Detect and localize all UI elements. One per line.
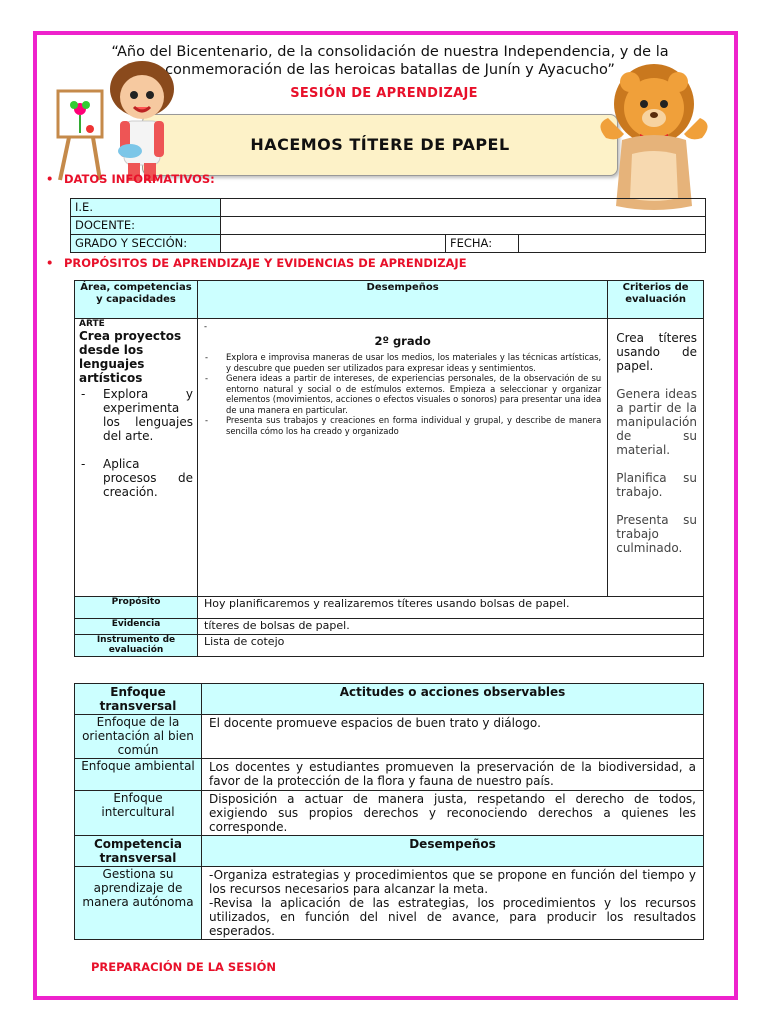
girl-painter-icon: [50, 55, 180, 185]
col-criterios-header: Criterios de evaluación: [608, 281, 704, 319]
area-name: ARTE: [79, 319, 105, 329]
instrumento-label: Instrumento de evaluación: [75, 635, 198, 657]
enfoque-value: Disposición a actuar de manera justa, respetando el derecho de todos, exigiendo sus propios derechos y reconociendo derechos a quienes les corresponde.: [202, 791, 704, 836]
list-item: - Aplica procesos de creación.: [79, 457, 193, 499]
enfoque-label: Enfoque de la orientación al bien común: [75, 715, 202, 759]
docente-label: DOCENTE:: [71, 217, 221, 235]
session-title: SESIÓN DE APRENDIZAJE: [290, 86, 478, 101]
datos-heading: • DATOS INFORMATIVOS:: [46, 172, 215, 186]
col-enfoque-header: Enfoque transversal: [75, 684, 202, 715]
competencia-text: Crea proyectos desde los lenguajes artísticos: [79, 329, 182, 385]
col-desempenos-header: Desempeños: [202, 836, 704, 867]
enfoques-table: [74, 683, 704, 940]
enfoque-value: Los docentes y estudiantes promueven la preservación de la biodiversidad, a favor de la protección de la flora y fauna de nuestro país.: [202, 759, 704, 791]
enfoque-value: El docente promueve espacios de buen trato y diálogo.: [202, 715, 704, 759]
lion-puppet-icon: [588, 64, 728, 214]
enfoque-label: Enfoque intercultural: [75, 791, 202, 836]
desempenos-cell: [198, 319, 608, 597]
criterios-cell: [608, 319, 704, 597]
fecha-value[interactable]: [519, 235, 706, 253]
main-title-box: [142, 114, 618, 176]
docente-value[interactable]: [221, 217, 706, 235]
area-cell: [75, 319, 198, 597]
proposito-label: Propósito: [75, 597, 198, 619]
competencia-line: -Revisa la aplicación de las estrategias, los procedimientos y los recursos utilizados, en función del nivel de avance, para producir los resultados esperados.: [209, 896, 696, 938]
competencia-label: Gestiona su aprendizaje de manera autónoma: [75, 867, 202, 940]
desempeno-dash: -: [204, 321, 208, 331]
preparacion-heading: PREPARACIÓN DE LA SESIÓN: [91, 960, 277, 974]
year-heading: “Año del Bicentenario, de la consolidación de nuestra Independencia, y de la conmemoración de las heroicas batallas de Junín y Ayacucho”: [111, 44, 669, 78]
propositos-table: [74, 280, 704, 657]
evidencia-value: títeres de bolsas de papel.: [198, 619, 704, 635]
evidencia-label: Evidencia: [75, 619, 198, 635]
datos-table: [70, 198, 706, 253]
list-item: - Explora e improvisa maneras de usar los medios, los materiales y las técnicas artísticas, y descubre que pueden ser utilizados para expresar ideas y sentimientos.: [204, 352, 601, 373]
grado-label: GRADO Y SECCIÓN:: [71, 235, 221, 253]
criterio-item: Genera ideas a partir de la manipulación de su material.: [616, 387, 697, 457]
list-item: - Presenta sus trabajos y creaciones en forma individual y grupal, y describe de manera sencilla cómo los ha creado y organizado: [204, 415, 601, 436]
propositos-heading: • PROPÓSITOS DE APRENDIZAJE Y EVIDENCIAS DE APRENDIZAJE: [46, 256, 467, 270]
enfoque-label: Enfoque ambiental: [75, 759, 202, 791]
fecha-label: FECHA:: [446, 235, 519, 253]
instrumento-value: Lista de cotejo: [198, 635, 704, 657]
criterio-item: Planifica su trabajo.: [616, 471, 697, 499]
grado-value[interactable]: [221, 235, 446, 253]
capacidades-list: [79, 387, 193, 499]
desempenos-list: [204, 352, 601, 436]
col-desempenos-header: Desempeños: [198, 281, 608, 319]
criterio-item: Crea títeres usando de papel.: [616, 331, 697, 373]
proposito-value: Hoy planificaremos y realizaremos títeres usando bolsas de papel.: [198, 597, 704, 619]
competencia-desempenos: [202, 867, 704, 940]
list-item: - Genera ideas a partir de intereses, de experiencias personales, de la observación de su entorno natural y social o de estímulos externos. Empieza a seleccionar y organizar elementos (movimientos, acciones o efectos visuales o sonoros) para presentar una idea de una manera en particular.: [204, 373, 601, 415]
col-actitudes-header: Actitudes o acciones observables: [202, 684, 704, 715]
competencia-line: -Organiza estrategias y procedimientos que se propone en función del tiempo y los recursos necesarios para alcanzar la meta.: [209, 868, 696, 896]
ie-value[interactable]: [221, 199, 706, 217]
ie-label: I.E.: [71, 199, 221, 217]
criterio-item: Presenta su trabajo culminado.: [616, 513, 697, 555]
col-area-header: Área, competencias y capacidades: [75, 281, 198, 319]
col-competencia-header: Competencia transversal: [75, 836, 202, 867]
main-title: HACEMOS TÍTERE DE PAPEL: [250, 135, 510, 154]
list-item: - Explora y experimenta los lenguajes del arte.: [79, 387, 193, 443]
grade-label: 2º grado: [374, 333, 431, 348]
